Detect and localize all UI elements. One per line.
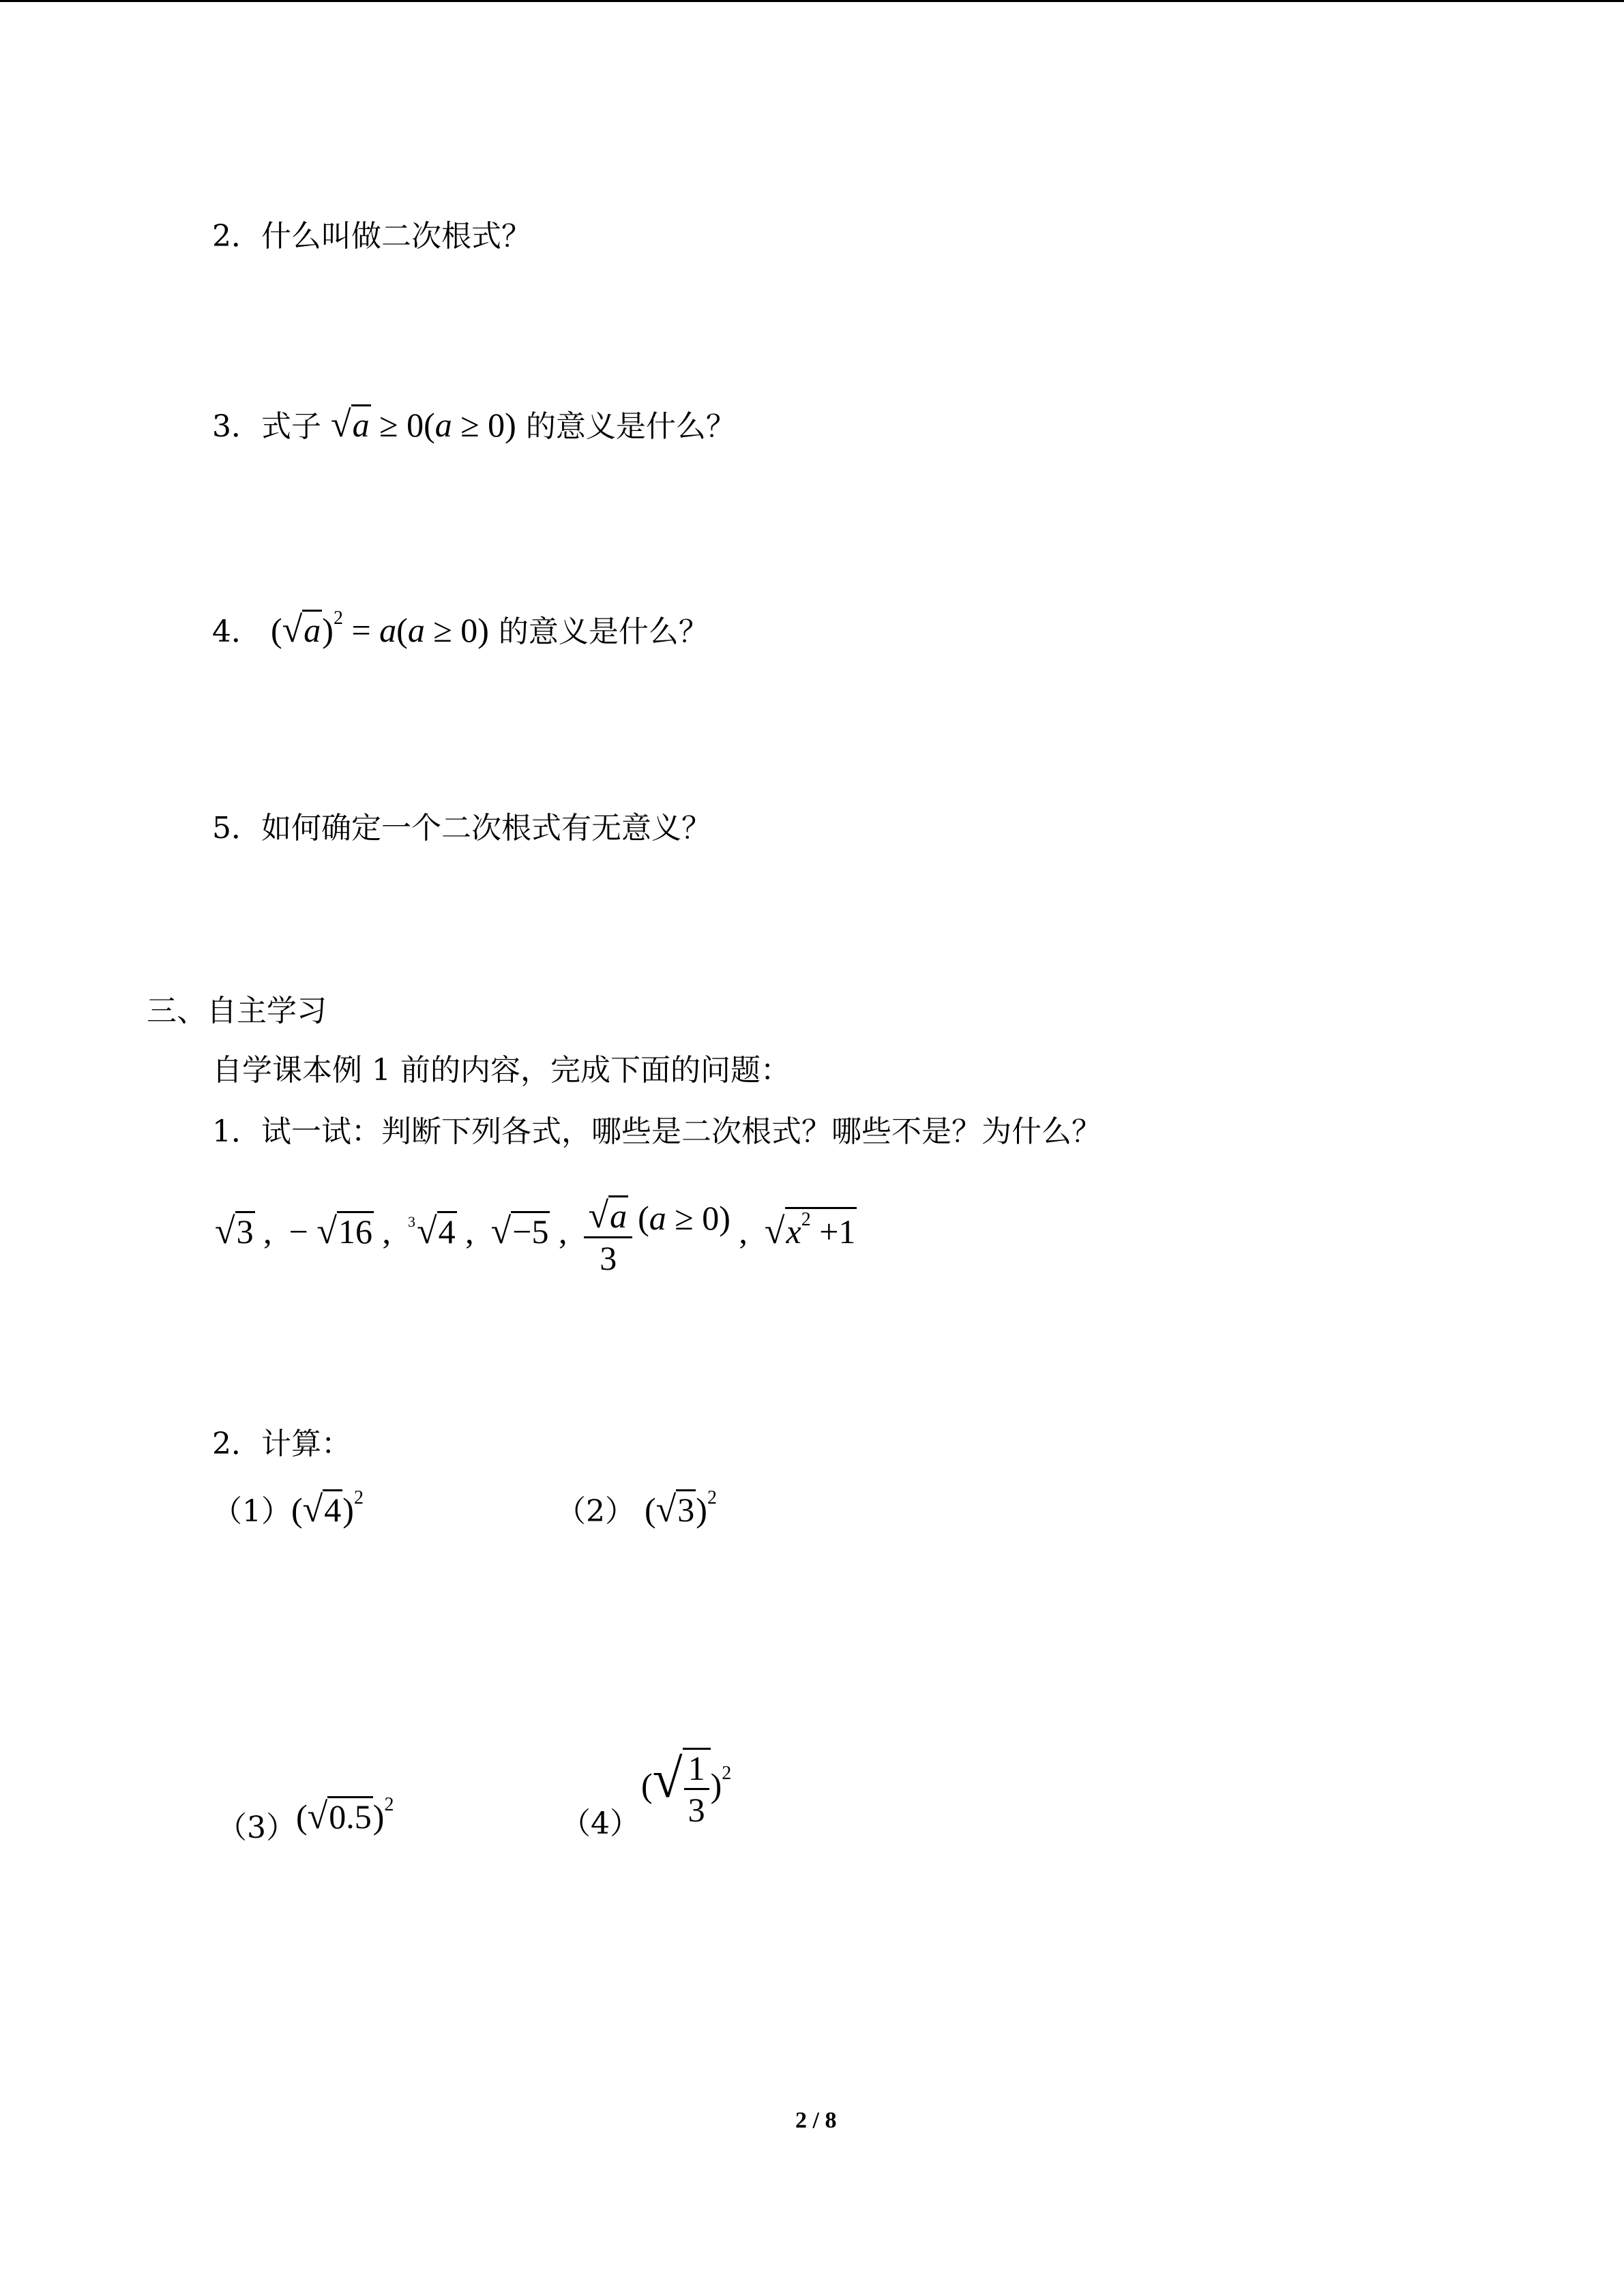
question-5: 5．如何确定一个二次根式有无意义？ bbox=[212, 811, 711, 846]
calc-4: (√ $\frac{1}{3}$ )$^2$ bbox=[641, 1748, 732, 1829]
calc-2: （2） $(√3)^2$ bbox=[556, 1487, 717, 1530]
question-3-suffix: 的意义是什么？ bbox=[525, 409, 736, 444]
task-1: 1．试一试：判断下列各式，哪些是二次根式？哪些不是？为什么？ bbox=[212, 1114, 1102, 1149]
page-number: 2 / 8 bbox=[795, 2108, 837, 2133]
formula-sqrt-a-squared: $(√a)^2 = a(a \ge 0)$ bbox=[271, 608, 489, 650]
section-intro: 自学课本例 1 前的内容，完成下面的问题： bbox=[212, 1053, 791, 1088]
section-heading: 三、自主学习 bbox=[147, 994, 327, 1028]
question-3-prefix: 3．式子 bbox=[212, 409, 321, 444]
calc-3-label: （3） bbox=[217, 1810, 296, 1845]
calc-4-label: （4） bbox=[561, 1806, 640, 1841]
calc-2-label: （2） bbox=[556, 1494, 635, 1529]
calc-1: $(1)(√4)^2$ bbox=[212, 1487, 364, 1530]
question-4-suffix: 的意义是什么？ bbox=[498, 614, 709, 649]
calc-3: $(3)(√0.5)^2$ bbox=[217, 1794, 394, 1845]
formula-sqrt-a-nonneg: √a ≥ 0(a ≥ 0) bbox=[331, 404, 516, 445]
question-4 bbox=[212, 609, 709, 648]
calc-1-label: （1） bbox=[212, 1494, 291, 1529]
task-2: 2．计算： bbox=[212, 1427, 351, 1461]
question-4-prefix: 4． bbox=[212, 614, 261, 649]
question-3 bbox=[212, 404, 736, 443]
task-1-expressions: √3 , − √16 , 3√4 , √−5 , $\frac{√a}{3}$ (a ≥ 0) , $√x^2 +1$ bbox=[215, 1195, 856, 1277]
question-2: 2．什么叫做二次根式？ bbox=[212, 219, 531, 254]
